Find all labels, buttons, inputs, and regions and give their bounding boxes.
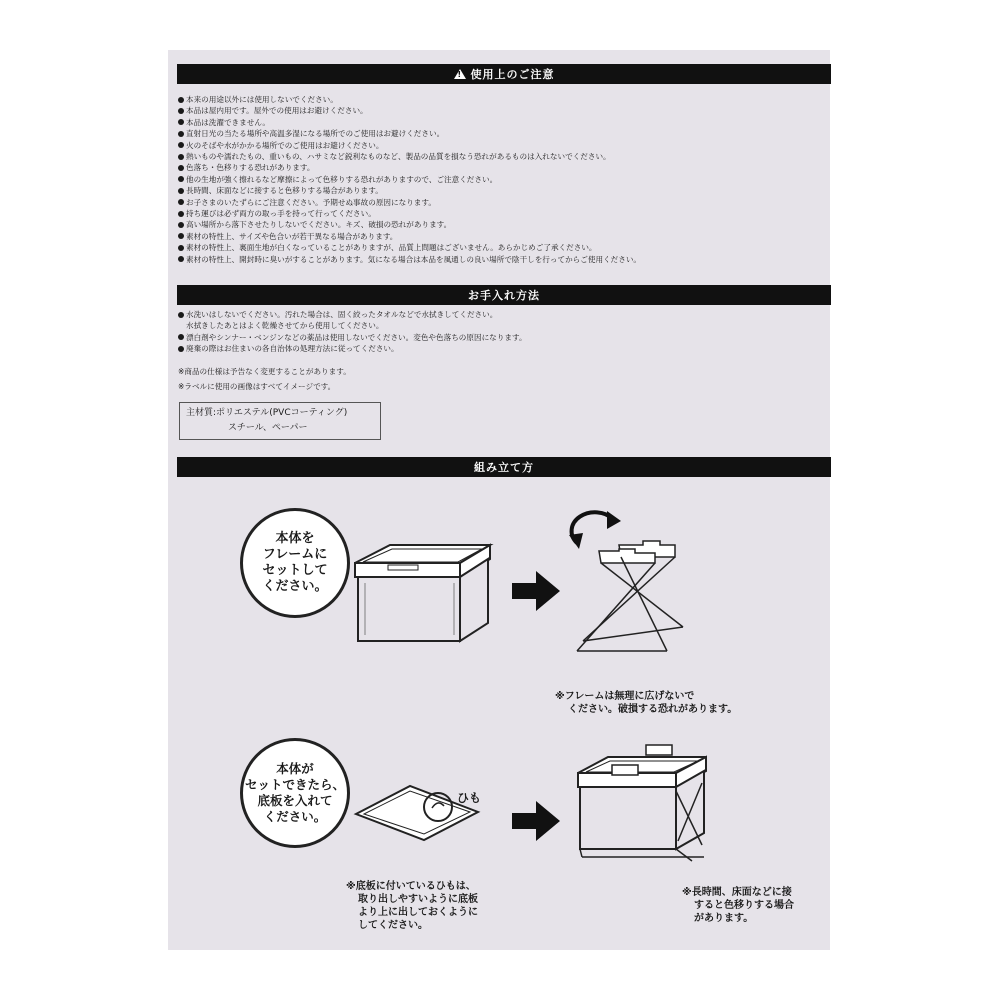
image-note: ※ラベルに使用の画像はすべてイメージです。 [178,382,336,391]
list-item: 他の生地が強く擦れるなど摩擦によって色移りする恐れがありますので、ご注意ください。 [178,174,641,185]
frame-illustration [565,505,705,660]
material-line-2: スチール、ペーパー [228,423,308,433]
list-item: 水拭きしたあとはよく乾燥させてから使用してください。 [186,321,384,331]
assembled-box-illustration [572,745,712,870]
step1-bubble: 本体を フレームに セットして ください。 [240,508,350,618]
list-item: 直射日光の当たる場所や高温多湿になる場所でのご使用はお避けください。 [178,128,641,139]
list-item: 本品は洗濯できません。 [178,117,641,128]
step1-caption: ※フレームは無理に広げないで ください。破損する恐れがあります。 [555,691,738,715]
right-arrow-icon [512,801,560,841]
list-item: 素材の特性上、開封時に臭いがすることがあります。気になる場合は本品を風通しの良い場所で陰干しを行ってからご使用ください。 [178,254,641,265]
list-item: 素材の特性上、サイズや色合いが若干異なる場合があります。 [178,231,641,242]
string-label: ひも [457,791,482,805]
material-line-1: 主材質:ポリエステル(PVCコーティング) [186,408,348,418]
list-item: 廃棄の際はお住まいの各自治体の処理方法に従ってください。 [178,343,527,354]
care-title: お手入れ方法 [468,289,540,302]
caution-header [177,64,831,84]
list-item: 熱いものや濡れたもの、重いもの、ハサミなど鋭利なものなど、製品の品質を損なう恐れがあるものは入れないでください。 [178,151,641,162]
list-item: お子さまのいたずらにご注意ください。予期せぬ事故の原因になります。 [178,197,641,208]
assembly-title: 組み立て方 [474,461,534,474]
list-item: 漂白剤やシンナー・ベンジンなどの薬品は使用しないでください。変色や色落ちの原因になります。 [178,332,527,343]
step2-right-caption: ※長時間、床面などに接 すると色移りする場合 があります。 [682,887,794,924]
right-arrow-icon [512,571,560,611]
list-item: 高い場所から落下させたりしないでください。キズ、破損の恐れがあります。 [178,219,641,230]
caution-list [178,94,641,265]
caution-title: 使用上のご注意 [470,68,555,81]
care-header [177,285,831,305]
warning-triangle-icon [454,69,466,79]
spec-note: ※商品の仕様は予告なく変更することがあります。 [178,367,351,376]
step2-left-caption: ※底板に付いているひもは、 取り出しやすいように底板 より上に出しておくように してください。 [346,881,478,931]
list-item: 素材の特性上、裏面生地が白くなっていることがありますが、品質上問題はございません。あらかじめご了承ください。 [178,242,641,253]
material-box [179,402,381,440]
list-item: 水洗いはしないでください。汚れた場合は、固く絞ったタオルなどで水拭きしてください。 [178,309,527,320]
list-item: 本品は屋内用です。屋外での使用はお避けください。 [178,105,641,116]
step2-bubble: 本体が セットできたら、 底板を入れて ください。 [240,738,350,848]
storage-box-illustration [350,535,500,650]
list-item: 色落ち・色移りする恐れがあります。 [178,162,641,173]
list-item: 持ち運びは必ず両方の取っ手を持って行ってください。 [178,208,641,219]
assembly-header [177,457,831,477]
list-item: 火のそばや水がかかる場所でのご使用はお避けください。 [178,140,641,151]
list-item: 本来の用途以外には使用しないでください。 [178,94,641,105]
care-list [178,309,527,355]
list-item: 長時間、床面などに接すると色移りする場合があります。 [178,185,641,196]
